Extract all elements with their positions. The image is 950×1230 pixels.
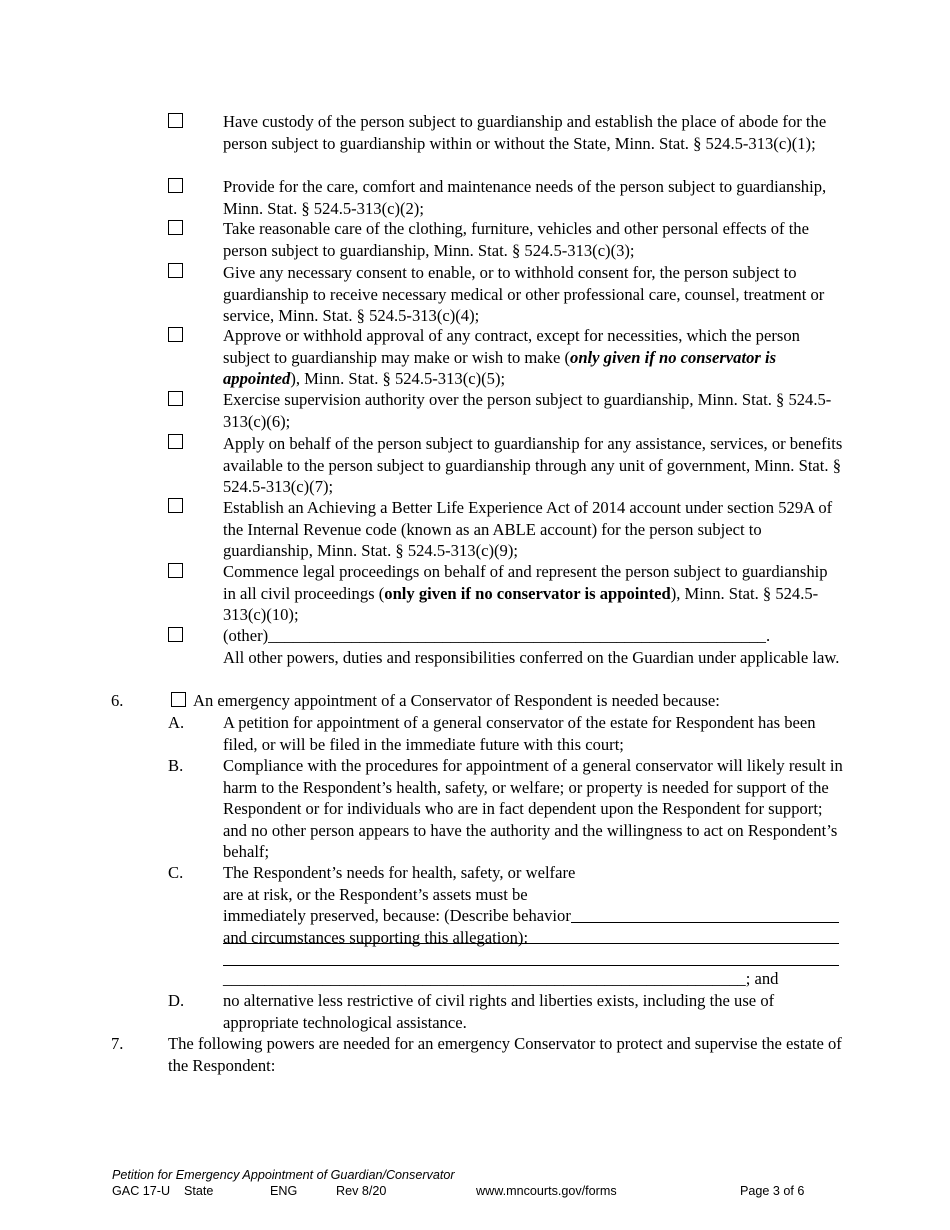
text-run: Exercise supervision authority over the person subject to guardianship, Minn. Stat. § 524.5-313(c)(6);: [223, 390, 832, 431]
power-text-3: [223, 218, 843, 261]
footer-forms-url[interactable]: www.mncourts.gov/forms: [476, 1184, 617, 1198]
item-6a-letter: A.: [168, 713, 185, 732]
text-run: Have custody of the person subject to guardianship and establish the place of abode for the person subject to guardianship within or without the State, Minn. Stat. § 524.5-313(c)(1);: [223, 112, 827, 153]
conservator-needed-checkbox[interactable]: [171, 692, 186, 707]
item-6-heading: An emergency appointment of a Conservator of Respondent is needed because:: [193, 691, 720, 710]
power-checkbox-1[interactable]: [168, 113, 183, 128]
text-run: (other)____________________________________________________________.: [223, 626, 771, 645]
text-run: Approve or withhold approval of any contract, except for necessities, which the person subject to guardianship may make or wish to make (: [223, 326, 800, 367]
item-7-text: The following powers are needed for an emergency Conservator to protect and supervise the estate of the Respondent:: [168, 1034, 842, 1075]
text-run: Apply on behalf of the person subject to guardianship for any assistance, services, or benefits available to the person subject to guardianship through any unit of government, Minn. Stat. § 524.5-313(c)(7);: [223, 434, 843, 496]
text-run: ), Minn. Stat. § 524.5-313(c)(10);: [223, 583, 819, 624]
power-checkbox-7[interactable]: [168, 434, 183, 449]
power-text-6: [223, 389, 843, 432]
item-6c-letter: C.: [168, 863, 184, 882]
item-6d-letter: D.: [168, 991, 185, 1010]
emphasis-text: only given if no conservator is appointed: [223, 347, 777, 388]
text-run: Give any necessary consent to enable, or to withhold consent for, the person subject to guardianship to receive necessary medical or other professional care, counsel, treatment or service, Minn. Stat. § 524.5-313(c)(4);: [223, 263, 825, 325]
item-6b-text: Compliance with the procedures for appointment of a general conservator will likely result in harm to the Respondent’s health, safety, or welfare; or property is needed for support of the Respondent or for individuals who are in fact dependent upon the Respondent for support; and no other person appears to have the authority and the willingness to act on Respondent’s behalf;: [223, 756, 843, 861]
power-checkbox-2[interactable]: [168, 178, 183, 193]
power-text-4: [223, 262, 843, 327]
emphasis-text: only given if no conservator is appointed: [384, 583, 671, 603]
power-checkbox-9[interactable]: [168, 563, 183, 578]
item-6-number: 6.: [111, 691, 124, 710]
power-checkbox-8[interactable]: [168, 498, 183, 513]
text-run: Take reasonable care of the clothing, furniture, vehicles and other personal effects of the person subject to guardianship, Minn. Stat. § 524.5-313(c)(3);: [223, 219, 809, 260]
power-checkbox-5[interactable]: [168, 327, 183, 342]
power-text-1: [223, 111, 843, 154]
allegation-line-1[interactable]: [571, 922, 839, 923]
item-6a-text: A petition for appointment of a general conservator of the estate for Respondent has been filed, or will be filed in the immediate future with this court;: [223, 713, 816, 754]
allegation-line-3[interactable]: [223, 965, 839, 966]
power-text-2: [223, 176, 843, 219]
text-run: ), Minn. Stat. § 524.5-313(c)(5);: [290, 369, 506, 388]
footer-state: State: [184, 1184, 214, 1198]
power-checkbox-3[interactable]: [168, 220, 183, 235]
item-6d-text: no alternative less restrictive of civil rights and liberties exists, including the use of appropriate technological assistance.: [223, 991, 775, 1032]
power-text-9: [223, 561, 843, 626]
footer-form-id: GAC 17-U: [112, 1184, 171, 1198]
power-text-7: [223, 433, 843, 498]
power-text-5: [223, 325, 843, 390]
item-7-number: 7.: [111, 1034, 124, 1053]
footer-revision: Rev 8/20: [336, 1184, 387, 1198]
footer-page-number: Page 3 of 6: [740, 1184, 805, 1198]
text-run: Establish an Achieving a Better Life Experience Act of 2014 account under section 529A of the Internal Revenue code (known as an ABLE account) for the person subject to guardianship, Minn. Stat. § 524.5-313(c)(9);: [223, 498, 833, 560]
item-6b-letter: B.: [168, 756, 184, 775]
power-checkbox-other[interactable]: [168, 627, 183, 642]
all-other-powers-text: All other powers, duties and responsibilities conferred on the Guardian under applicable law.: [223, 648, 840, 667]
item-6c-text: The Respondent’s needs for health, safety, or welfare are at risk, or the Respondent’s assets must be immediately preserved, because: (Describe behavior and circumstances supporting this allegation):: [223, 863, 576, 947]
power-text-8: [223, 497, 843, 562]
power-checkbox-6[interactable]: [168, 391, 183, 406]
footer-language: ENG: [270, 1184, 298, 1198]
text-run: Commence legal proceedings on behalf of and represent the person subject to guardianship in all civil proceedings (: [223, 562, 828, 603]
allegation-line-2[interactable]: [223, 943, 839, 944]
allegation-line-4[interactable]: _______________________________________________________________; and: [223, 969, 779, 988]
footer-form-title: Petition for Emergency Appointment of Guardian/Conservator: [112, 1168, 455, 1182]
power-text-other: [223, 625, 843, 647]
power-checkbox-4[interactable]: [168, 263, 183, 278]
text-run: Provide for the care, comfort and maintenance needs of the person subject to guardianship, Minn. Stat. § 524.5-313(c)(2);: [223, 177, 827, 218]
